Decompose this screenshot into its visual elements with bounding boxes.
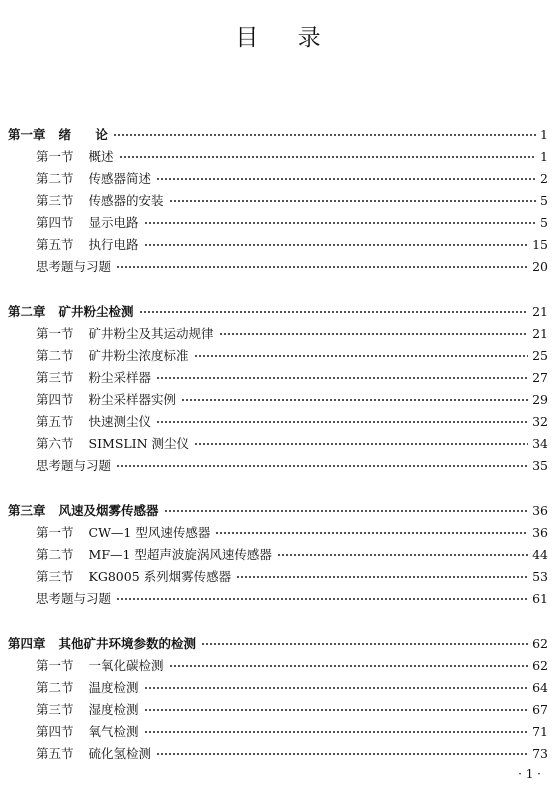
section-title: 矿井粉尘浓度标准	[88, 348, 189, 363]
dot-leader	[113, 134, 536, 136]
page-number: 2	[540, 171, 548, 186]
dot-leader	[144, 687, 529, 689]
table-of-contents	[8, 124, 548, 765]
section-number: 第二节	[36, 171, 74, 186]
dot-leader	[201, 643, 528, 645]
dot-leader	[144, 244, 529, 246]
chapter-row	[8, 500, 548, 522]
page-number: 29	[532, 392, 548, 407]
dot-leader	[277, 554, 528, 556]
section-number: 第三节	[36, 702, 74, 717]
section-number: 第五节	[36, 746, 74, 761]
section-number: 第一节	[36, 326, 74, 341]
section-row	[8, 411, 548, 433]
page-number: 5	[540, 215, 548, 230]
dot-leader	[164, 510, 529, 512]
page-number: 36	[532, 525, 548, 540]
page-number: 73	[532, 746, 548, 761]
dot-leader	[144, 222, 536, 224]
section-row	[8, 190, 548, 212]
page-number: 27	[532, 370, 548, 385]
section-title: 粉尘采样器	[88, 370, 152, 385]
chapter-number: 第一章	[8, 127, 46, 142]
section-title: 矿井粉尘及其运动规律	[88, 326, 214, 341]
section-row	[8, 389, 548, 411]
chapter-title: 风速及烟雾传感器	[58, 503, 159, 518]
dot-leader	[116, 266, 528, 268]
section-row	[8, 566, 548, 588]
page-number: 25	[532, 348, 548, 363]
page-number: 15	[532, 237, 548, 252]
exercises-row	[8, 588, 548, 610]
dot-leader	[139, 311, 529, 313]
section-number: 第四节	[36, 215, 74, 230]
page-number: 5	[540, 193, 548, 208]
chapter-number: 第二章	[8, 304, 46, 319]
page-number: 1	[540, 127, 548, 142]
chapter-title: 矿井粉尘检测	[58, 304, 134, 319]
section-row	[8, 699, 548, 721]
section-number: 第二节	[36, 348, 74, 363]
section-number: 第一节	[36, 525, 74, 540]
page-number: 21	[532, 326, 548, 341]
section-title: 概述	[88, 149, 114, 164]
section-number: 第四节	[36, 392, 74, 407]
section-row	[8, 544, 548, 566]
section-row	[8, 721, 548, 743]
page-number: 1	[540, 149, 548, 164]
dot-leader	[194, 355, 529, 357]
dot-leader	[215, 532, 528, 534]
section-number: 第三节	[36, 569, 74, 584]
section-row	[8, 677, 548, 699]
section-number: 第一节	[36, 658, 74, 673]
section-number: 第三节	[36, 370, 74, 385]
toc-title: 目 录	[235, 25, 322, 51]
chapter-number: 第三章	[8, 503, 46, 518]
dot-leader	[116, 598, 528, 600]
dot-leader	[181, 399, 528, 401]
page-number: 64	[532, 680, 548, 695]
section-row	[8, 345, 548, 367]
section-row	[8, 323, 548, 345]
chapter-row	[8, 124, 548, 146]
page-number: 71	[532, 724, 548, 739]
page-number: 62	[532, 658, 548, 673]
chapter-block	[8, 500, 548, 610]
section-number: 第三节	[36, 193, 74, 208]
section-row	[8, 522, 548, 544]
section-title: SIMSLIN 测尘仪	[88, 436, 190, 451]
section-title: MF—1 型超声波旋涡风速传感器	[88, 547, 272, 562]
section-title: CW—1 型风速传感器	[88, 525, 211, 540]
section-title: KG8005 系列烟雾传感器	[88, 569, 232, 584]
section-title: 湿度检测	[88, 702, 139, 717]
section-title: 粉尘采样器实例	[88, 392, 177, 407]
page-number: 35	[532, 458, 548, 473]
dot-leader	[156, 421, 528, 423]
section-number: 第二节	[36, 547, 74, 562]
chapter-title: 其他矿井环境参数的检测	[58, 636, 197, 651]
chapter-title: 绪 论	[58, 127, 108, 142]
page-number: 67	[532, 702, 548, 717]
dot-leader	[194, 443, 528, 445]
page-number: 32	[532, 414, 548, 429]
section-number: 第四节	[36, 724, 74, 739]
section-row	[8, 168, 548, 190]
exercises-row	[8, 455, 548, 477]
exercises-title: 思考题与习题	[36, 259, 112, 274]
page-number: 53	[532, 569, 548, 584]
chapter-row	[8, 633, 548, 655]
section-row	[8, 367, 548, 389]
chapter-number: 第四章	[8, 636, 46, 651]
section-row	[8, 655, 548, 677]
section-title: 一氧化碳检测	[88, 658, 164, 673]
page-footer: · 1 ·	[518, 767, 541, 781]
dot-leader	[116, 465, 528, 467]
dot-leader	[156, 377, 528, 379]
dot-leader	[156, 178, 536, 180]
dot-leader	[119, 156, 536, 158]
page-number: 36	[532, 503, 548, 518]
section-row	[8, 433, 548, 455]
section-title: 硫化氢检测	[88, 746, 152, 761]
page-number: 44	[532, 547, 548, 562]
exercises-title: 思考题与习题	[36, 458, 112, 473]
chapter-block	[8, 124, 548, 278]
page-number: 34	[532, 436, 548, 451]
chapter-block	[8, 633, 548, 765]
dot-leader	[169, 665, 529, 667]
section-number: 第二节	[36, 680, 74, 695]
section-row	[8, 146, 548, 168]
dot-leader	[144, 731, 529, 733]
dot-leader	[144, 709, 529, 711]
chapter-block	[8, 301, 548, 477]
page-number: 61	[532, 591, 548, 606]
page-number: 62	[532, 636, 548, 651]
section-row	[8, 234, 548, 256]
section-title: 快速测尘仪	[88, 414, 152, 429]
page-number: 21	[532, 304, 548, 319]
section-row	[8, 743, 548, 765]
section-title: 传感器简述	[88, 171, 152, 186]
section-title: 氧气检测	[88, 724, 139, 739]
dot-leader	[236, 576, 528, 578]
dot-leader	[156, 753, 528, 755]
section-title: 传感器的安装	[88, 193, 164, 208]
dot-leader	[169, 200, 536, 202]
section-title: 显示电路	[88, 215, 139, 230]
dot-leader	[219, 333, 529, 335]
exercises-title: 思考题与习题	[36, 591, 112, 606]
section-number: 第五节	[36, 237, 74, 252]
exercises-row	[8, 256, 548, 278]
section-number: 第六节	[36, 436, 74, 451]
chapter-row	[8, 301, 548, 323]
section-number: 第五节	[36, 414, 74, 429]
section-row	[8, 212, 548, 234]
section-title: 执行电路	[88, 237, 139, 252]
section-title: 温度检测	[88, 680, 139, 695]
page-number: 20	[532, 259, 548, 274]
section-number: 第一节	[36, 149, 74, 164]
